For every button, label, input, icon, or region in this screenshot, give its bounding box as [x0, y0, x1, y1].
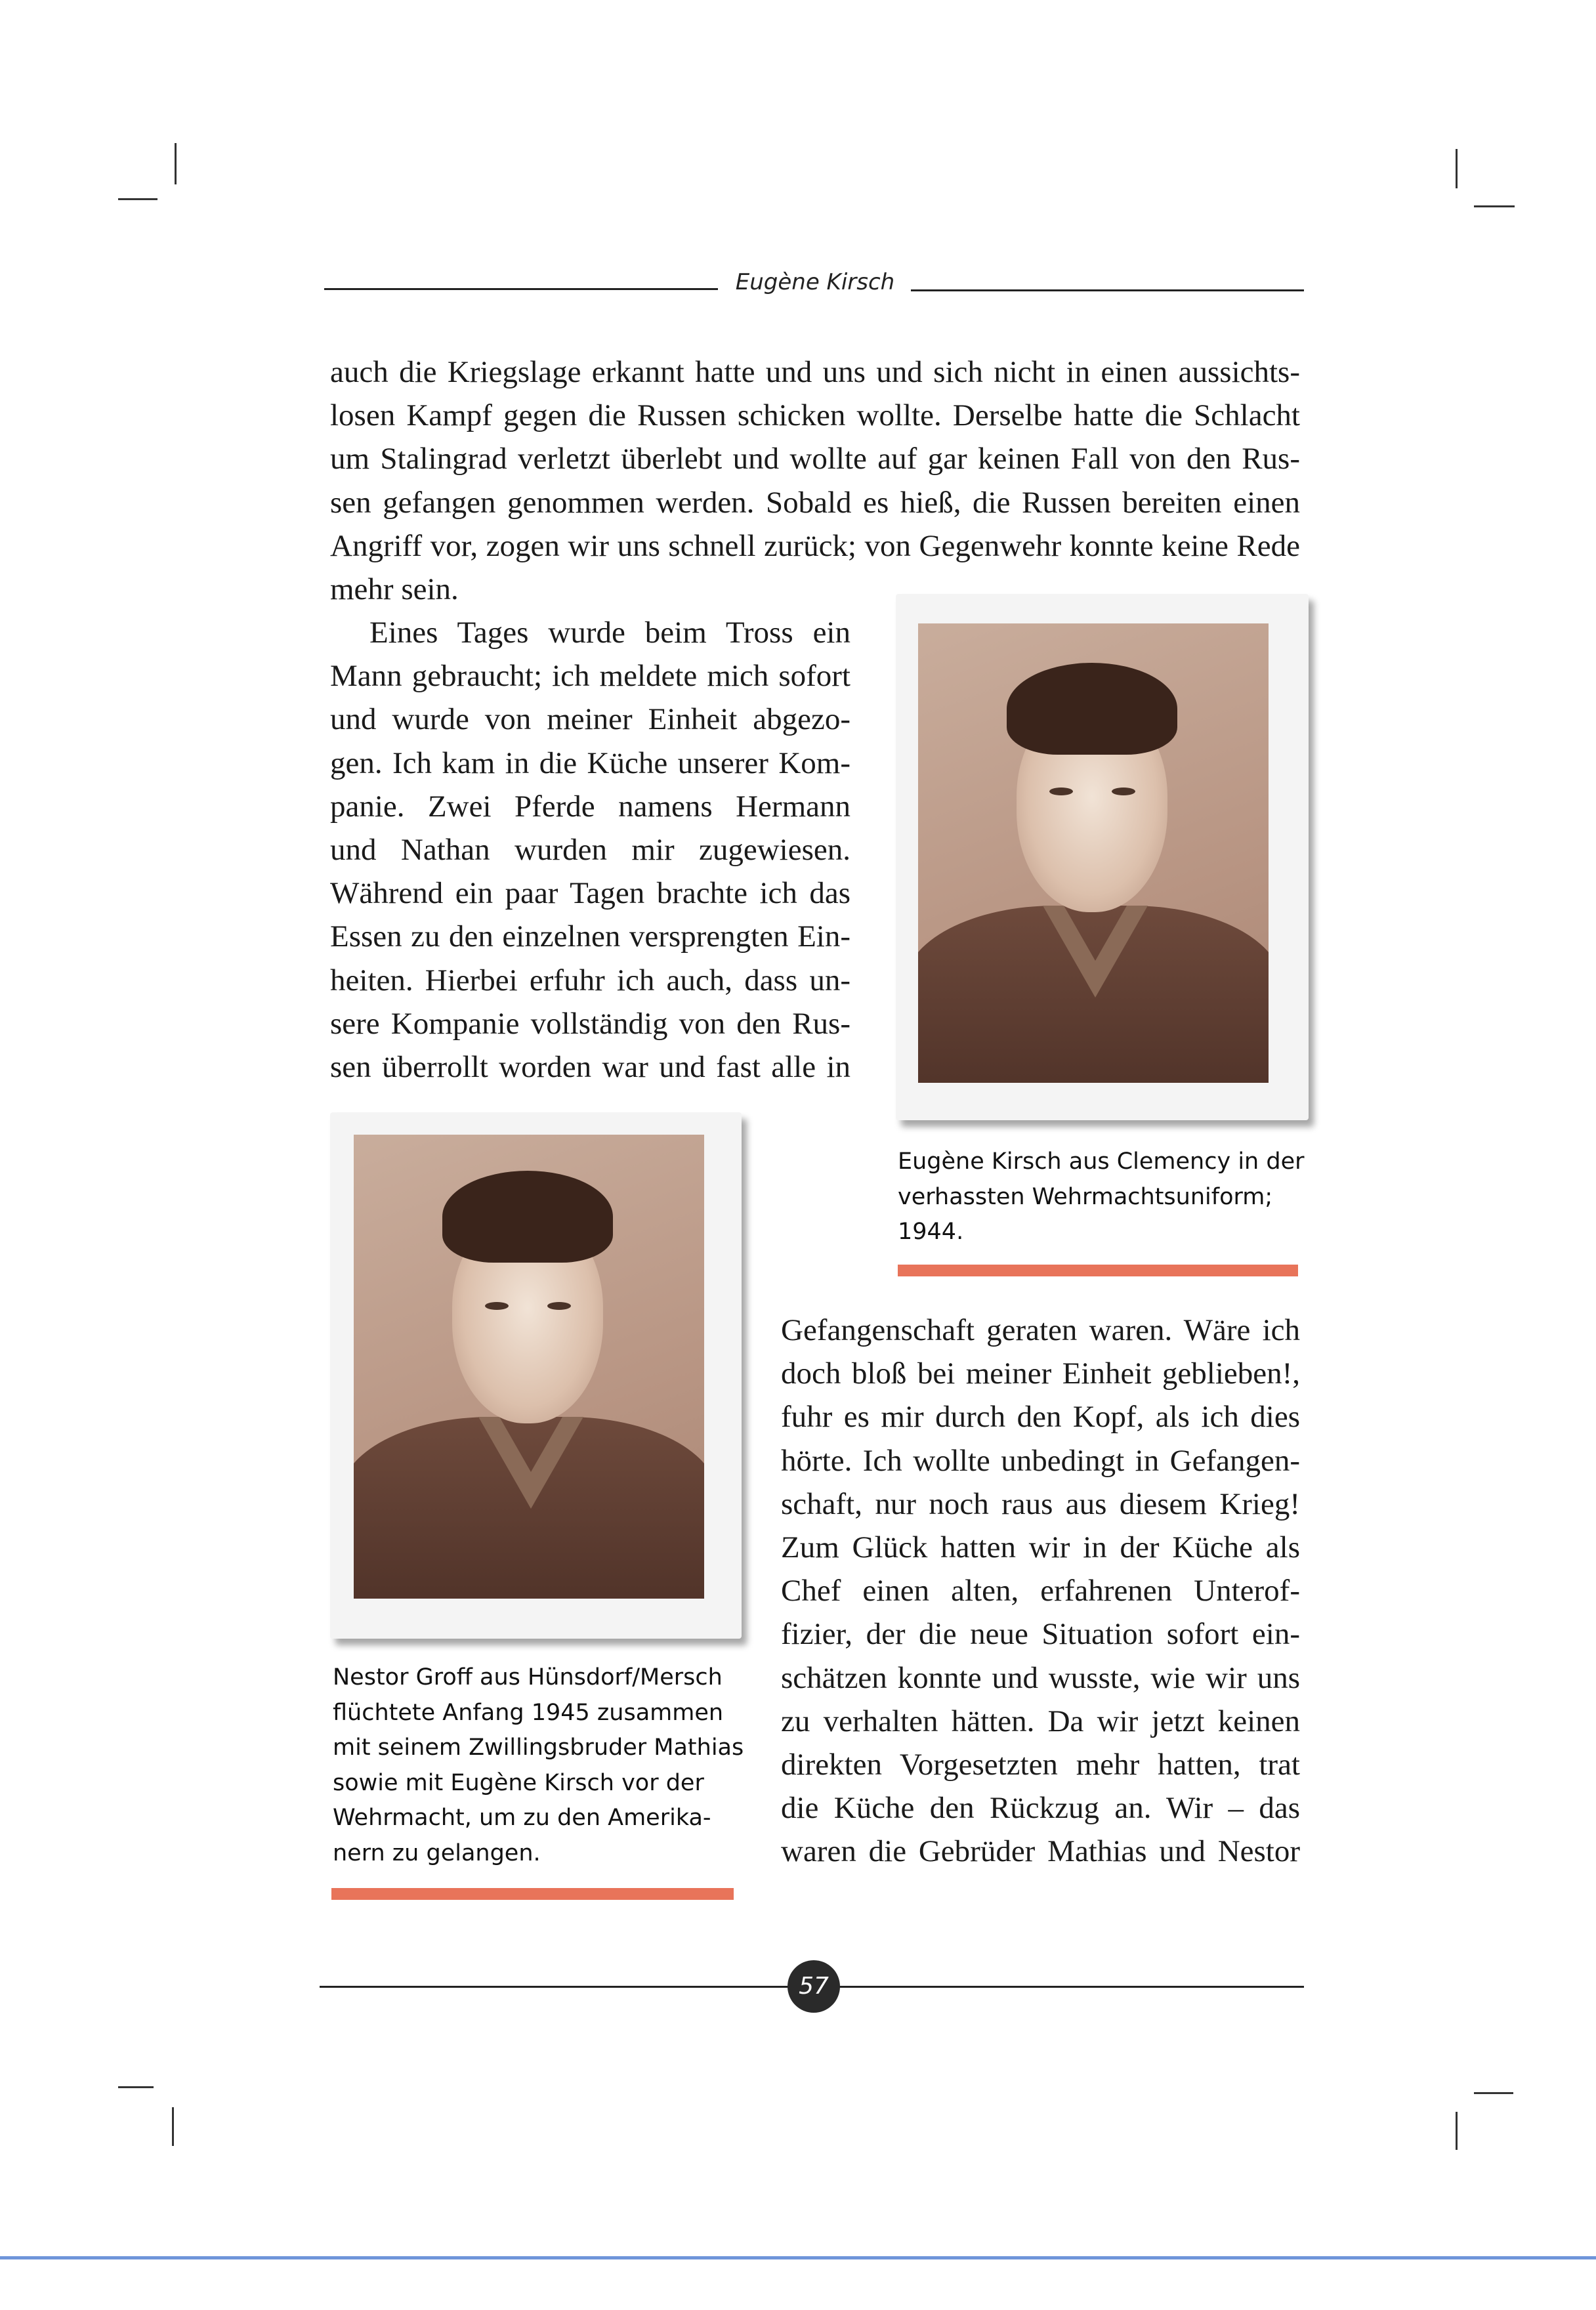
text-line: gen. Ich kam in die Küche unserer Kom- [330, 746, 850, 780]
text-line: schaft, nur noch raus aus diesem Krieg! [781, 1486, 1300, 1521]
text-line: schätzen konnte und wusste, wie wir uns [781, 1660, 1300, 1695]
text-line: Zum Glück hatten wir in der Küche als [781, 1530, 1300, 1564]
text-line: Mann gebraucht; ich meldete mich sofort [330, 659, 850, 694]
text-line: fuhr es mir durch den Kopf, als ich dies [781, 1400, 1300, 1435]
crop-mark [118, 198, 158, 200]
figure-caption-1 [898, 1144, 1305, 1250]
text-line: panie. Zwei Pferde namens Hermann [330, 789, 850, 824]
portrait-photo-eugene-kirsch [918, 623, 1269, 1083]
text-line: sen überrollt worden war und fast alle in [330, 1049, 850, 1084]
text-line: mehr sein. [330, 572, 459, 606]
text-line: fizier, der die neue Situation sofort ein- [781, 1617, 1300, 1652]
text-line: flüchtete Anfang 1945 zusammen [333, 1699, 724, 1726]
text-line: mit seinem Zwillingsbruder Mathias [333, 1734, 744, 1761]
text-line: losen Kampf gegen die Russen schicken wollte. Derselbe hatte die Schlacht [330, 398, 1300, 433]
scan-edge-line [0, 2256, 1596, 2259]
text-line: Nestor Groff aus Hünsdorf/Mersch [333, 1664, 723, 1690]
text-line: Essen zu den einzelnen versprengten Ein- [330, 919, 850, 954]
crop-mark [118, 2086, 154, 2088]
text-line: und Nathan wurden mir zugewiesen. [330, 832, 850, 867]
text-line: sen gefangen genommen werden. Sobald es hieß, die Russen bereiten einen [330, 485, 1300, 520]
crop-mark [172, 2107, 174, 2146]
crop-mark [1456, 2112, 1458, 2150]
body-paragraph-1 [330, 350, 1300, 611]
text-line: zu verhalten hätten. Da wir jetzt keinen [781, 1704, 1300, 1738]
text-line: waren die Gebrüder Mathias und Nestor [781, 1834, 1300, 1869]
text-line: hörte. Ich wollte unbedingt in Gefangen- [781, 1443, 1300, 1478]
text-line: Gefangenschaft geraten waren. Wäre ich [781, 1313, 1300, 1347]
page-number: 57 [788, 1960, 840, 2013]
body-paragraph-2-left [330, 611, 850, 1089]
running-title: Eugène Kirsch [735, 269, 895, 295]
text-line: 1944. [898, 1219, 964, 1245]
text-line: Während ein paar Tagen brachte ich das [330, 876, 850, 911]
body-paragraph-2-right [781, 1309, 1300, 1873]
text-line: um Stalingrad verletzt überlebt und wollte auf gar keinen Fall von den Rus- [330, 442, 1300, 476]
crop-mark [1474, 2092, 1513, 2094]
header-rule-left [324, 288, 718, 290]
text-line: die Küche den Rückzug an. Wir – das [781, 1791, 1300, 1826]
text-line: Angriff vor, zogen wir uns schnell zurück; von Gegenwehr konnte keine Rede [330, 528, 1300, 563]
text-line: sere Kompanie vollständig von den Rus- [330, 1006, 850, 1041]
text-line: direkten Vorgesetzten mehr hatten, trat [781, 1747, 1300, 1782]
header-rule-right [911, 289, 1304, 291]
caption-accent-bar [331, 1888, 734, 1900]
text-line: Eines Tages wurde beim Tross ein [369, 616, 850, 650]
crop-mark [1456, 149, 1458, 188]
text-line: nern zu gelangen. [333, 1839, 541, 1866]
text-line: auch die Kriegslage erkannt hatte und uns und sich nicht in einen aussichts- [330, 355, 1300, 389]
crop-mark [175, 143, 177, 184]
portrait-photo-nestor-groff [354, 1135, 704, 1599]
text-line: heiten. Hierbei erfuhr ich auch, dass un- [330, 963, 850, 998]
text-line: und wurde von meiner Einheit abgezo- [330, 702, 850, 737]
text-line: sowie mit Eugène Kirsch vor der [333, 1769, 704, 1796]
text-line: verhassten Wehrmachtsuniform; [898, 1183, 1273, 1210]
text-line: Eugène Kirsch aus Clemency in der [898, 1148, 1305, 1175]
text-line: Chef einen alten, erfahrenen Unterof- [781, 1574, 1300, 1608]
text-line: Wehrmacht, um zu den Amerika- [333, 1805, 711, 1831]
caption-accent-bar [898, 1265, 1298, 1276]
text-line: doch bloß bei meiner Einheit geblieben!, [781, 1356, 1300, 1391]
figure-caption-2 [333, 1660, 744, 1871]
crop-mark [1474, 205, 1515, 207]
